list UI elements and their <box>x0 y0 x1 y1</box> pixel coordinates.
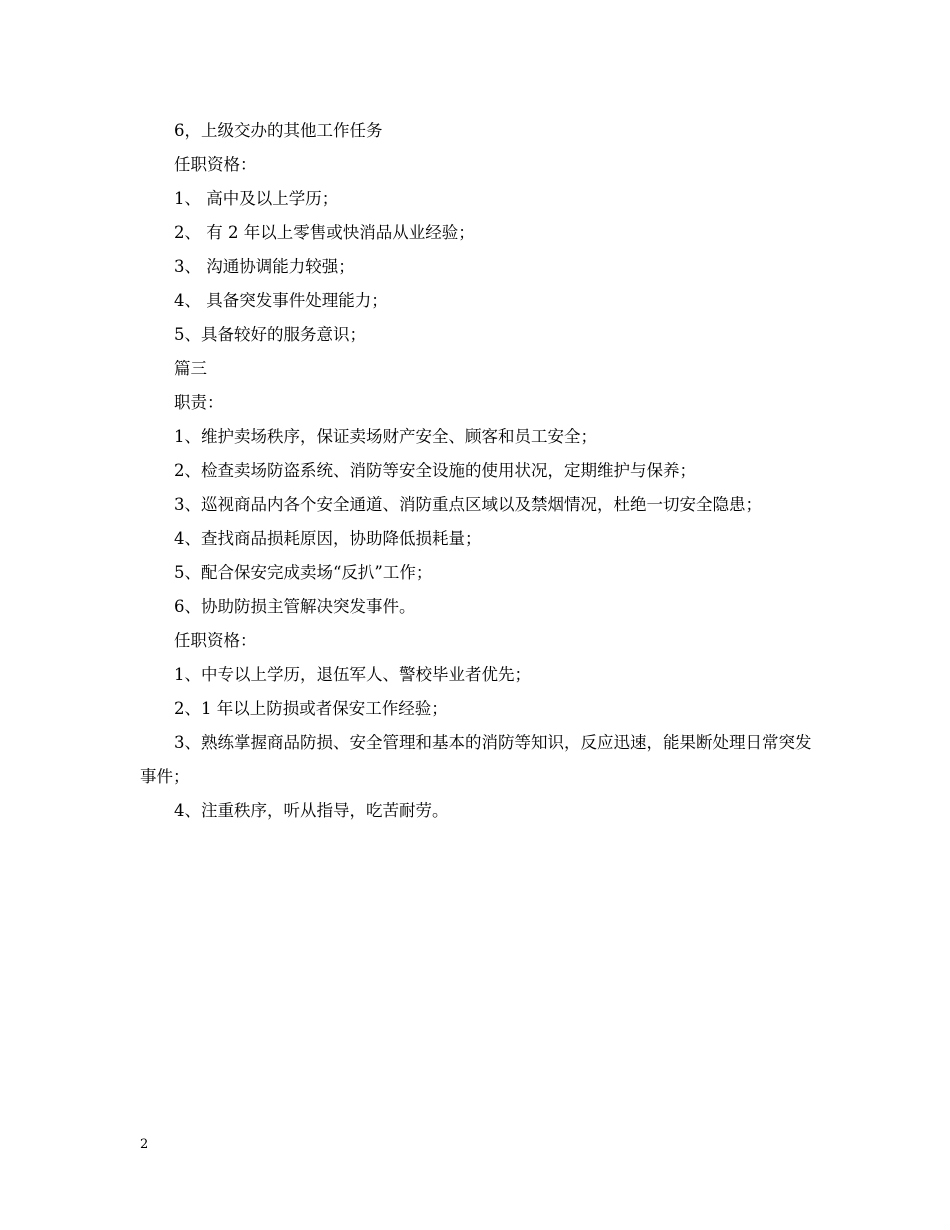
paragraph-qualification-4-b: 4、注重秩序，听从指导，吃苦耐劳。 <box>174 801 449 820</box>
paragraph-qualification-2-b: 2、1 年以上防损或者保安工作经验； <box>174 699 448 718</box>
paragraph-qualification-1-b: 1、中专以上学历，退伍军人、警校毕业者优先； <box>174 665 531 684</box>
paragraph-qualification-3: 3、 沟通协调能力较强； <box>174 257 355 276</box>
paragraph-qualification-2: 2、 有 2 年以上零售或快消品从业经验； <box>174 223 475 242</box>
section-heading-part-three: 篇三 <box>174 359 207 378</box>
page-number: 2 <box>140 1137 149 1152</box>
paragraph-duty-3: 3、巡视商品内各个安全通道、消防重点区域以及禁烟情况，杜绝一切安全隐患； <box>174 495 762 514</box>
paragraph-qualifications-heading-b: 任职资格： <box>174 631 257 650</box>
paragraph-duty-1: 1、维护卖场秩序，保证卖场财产安全、顾客和员工安全； <box>174 427 597 446</box>
paragraph-qualification-4: 4、 具备突发事件处理能力； <box>174 291 388 310</box>
paragraph-duties-heading: 职责： <box>174 393 224 412</box>
paragraph-qualification-5: 5、具备较好的服务意识； <box>174 325 366 344</box>
paragraph-duty-4: 4、查找商品损耗原因，协助降低损耗量； <box>174 529 482 548</box>
paragraph-duty-6-b: 6、协助防损主管解决突发事件。 <box>174 597 416 616</box>
paragraph-qualification-1: 1、 高中及以上学历； <box>174 189 339 208</box>
document-body <box>140 114 812 828</box>
paragraph-duty-5: 5、配合保安完成卖场“反扒”工作； <box>174 563 433 582</box>
paragraph-duty-6: 6，上级交办的其他工作任务 <box>174 121 383 140</box>
paragraph-qualifications-heading: 任职资格： <box>174 155 257 174</box>
paragraph-duty-2: 2、检查卖场防盗系统、消防等安全设施的使用状况，定期维护与保养； <box>174 461 696 480</box>
paragraph-qualification-3-b: 3、熟练掌握商品防损、安全管理和基本的消防等知识，反应迅速，能果断处理日常突发事件； <box>140 733 812 786</box>
